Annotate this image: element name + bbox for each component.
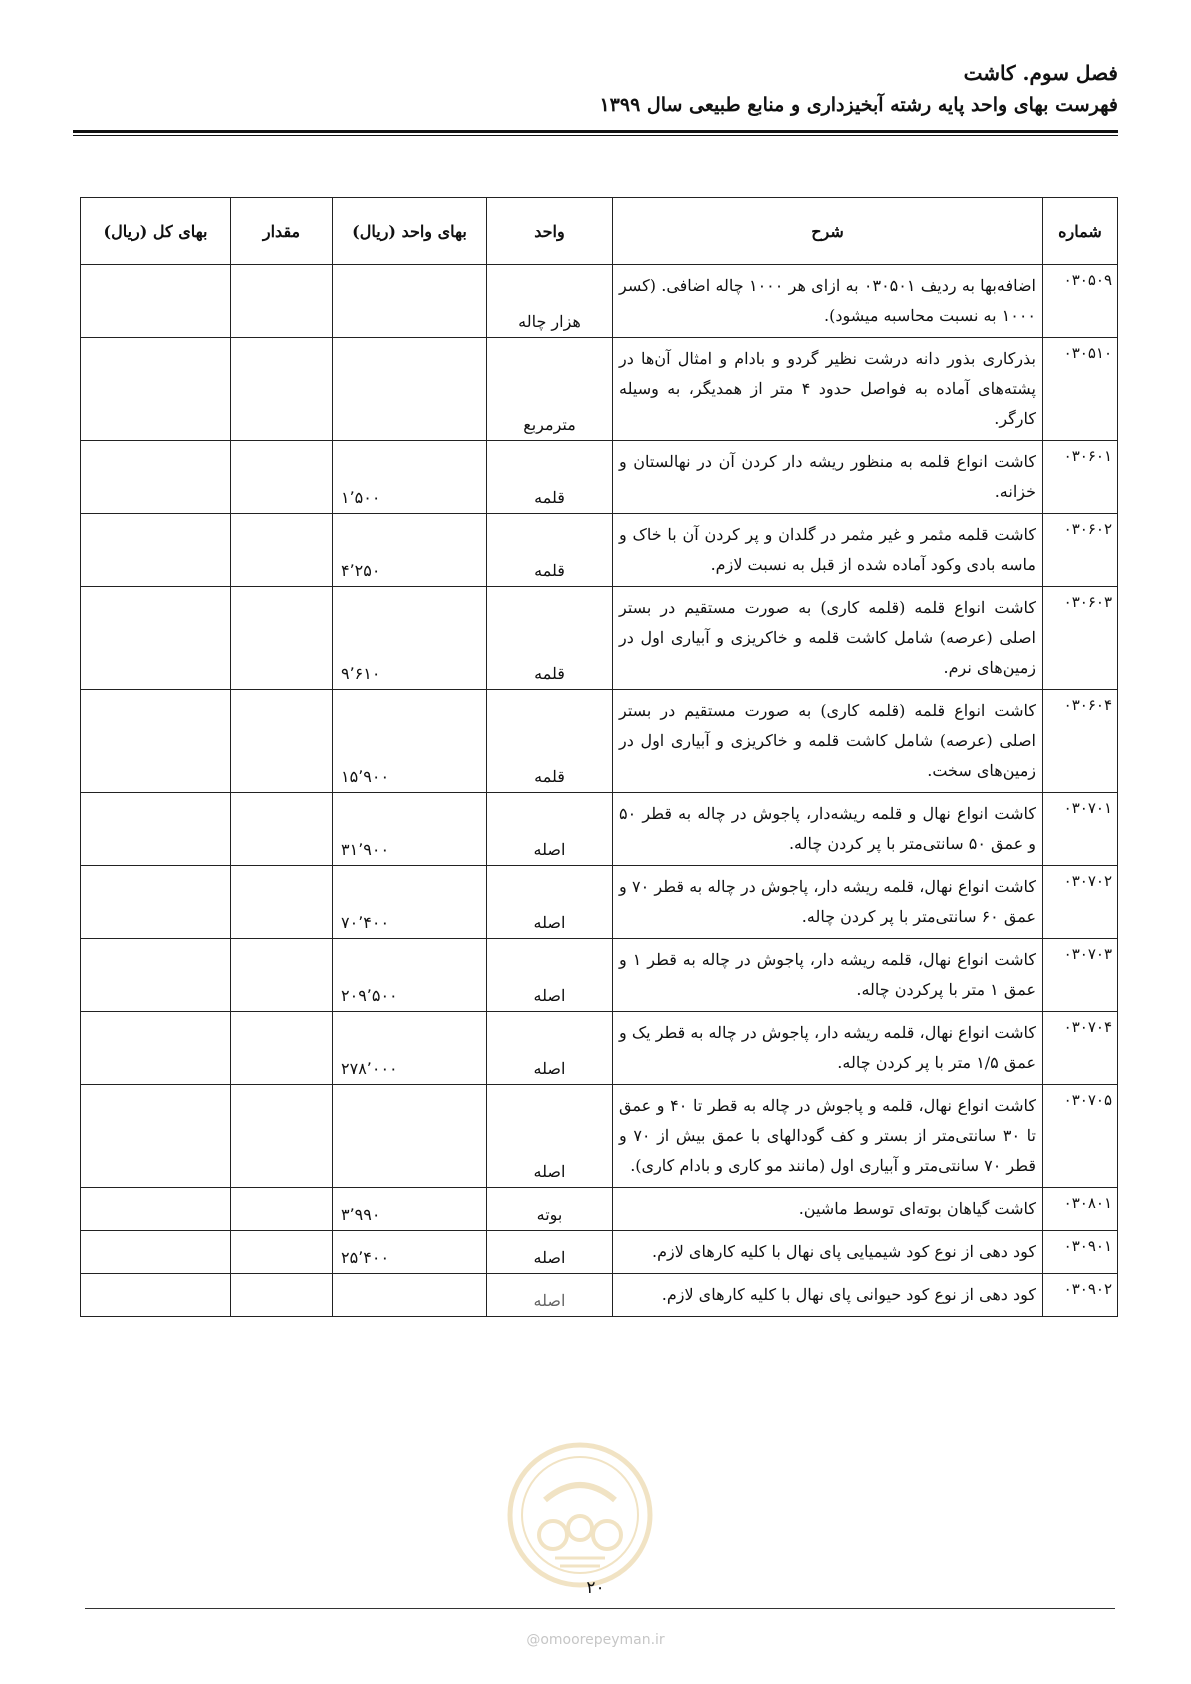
publisher-seal-watermark: [505, 1440, 655, 1590]
item-unit-price: ۲۷۸٬۰۰۰: [333, 1012, 487, 1085]
item-total-price: [81, 1274, 231, 1317]
item-total-price: [81, 690, 231, 793]
item-total-price: [81, 793, 231, 866]
footer-rule: [85, 1608, 1115, 1609]
table-row: [81, 265, 1118, 338]
item-unit: مترمربع: [487, 338, 613, 441]
table-row: [81, 1085, 1118, 1188]
item-quantity: [231, 1012, 333, 1085]
item-number: ۰۳۰۵۰۹: [1043, 265, 1118, 338]
item-number: ۰۳۰۷۰۴: [1043, 1012, 1118, 1085]
item-description: بذرکاری بذور دانه درشت نظیر گردو و بادام و امثال آن‌ها در پشته‌های آماده به فواصل حدود ۴ متر از همدیگر، به وسیله کارگر.: [613, 338, 1043, 441]
item-number: ۰۳۰۷۰۳: [1043, 939, 1118, 1012]
item-unit: اصله: [487, 1012, 613, 1085]
item-unit: اصله: [487, 1085, 613, 1188]
item-description: کاشت انواع نهال، قلمه و پاجوش در چاله به قطر تا ۴۰ و عمق تا ۳۰ سانتی‌متر از بستر و کف گودالهای با عمق بیش از ۷۰ و قطر ۷۰ سانتی‌متر و آبیاری اول (مانند مو کاری و بادام کاری).: [613, 1085, 1043, 1188]
item-number: ۰۳۰۹۰۲: [1043, 1274, 1118, 1317]
col-header-total-price: بهای کل (ریال): [81, 198, 231, 265]
table-row: [81, 587, 1118, 690]
document-subtitle: فهرست بهای واحد پایه رشته آبخیزداری و منابع طبیعی سال ۱۳۹۹: [599, 94, 1118, 116]
item-number: ۰۳۰۷۰۵: [1043, 1085, 1118, 1188]
col-header-number: شماره: [1043, 198, 1118, 265]
table-row: [81, 793, 1118, 866]
item-number: ۰۳۰۶۰۲: [1043, 514, 1118, 587]
item-unit: اصله: [487, 1231, 613, 1274]
item-description: کاشت انواع نهال و قلمه ریشه‌دار، پاجوش در چاله به قطر ۵۰ و عمق ۵۰ سانتی‌متر با پر کردن چاله.: [613, 793, 1043, 866]
page-number: ۲۰: [586, 1578, 605, 1598]
table-row: [81, 939, 1118, 1012]
chapter-title: فصل سوم. کاشت: [963, 61, 1118, 85]
item-quantity: [231, 1274, 333, 1317]
item-unit-price: [333, 1085, 487, 1188]
item-description: کود دهی از نوع کود شیمیایی پای نهال با کلیه کارهای لازم.: [613, 1231, 1043, 1274]
price-table-container: [80, 197, 1117, 1317]
item-description: کود دهی از نوع کود حیوانی پای نهال با کلیه کارهای لازم.: [613, 1274, 1043, 1317]
item-description: اضافه‌بها به ردیف ۰۳۰۵۰۱ به ازای هر ۱۰۰۰ چاله اضافی. (کسر ۱۰۰۰ به نسبت محاسبه میشود).: [613, 265, 1043, 338]
item-unit-price: [333, 1274, 487, 1317]
item-unit: قلمه: [487, 514, 613, 587]
item-total-price: [81, 265, 231, 338]
table-row: [81, 1274, 1118, 1317]
item-description: کاشت گیاهان بوته‌ای توسط ماشین.: [613, 1188, 1043, 1231]
item-description: کاشت قلمه مثمر و غیر مثمر در گلدان و پر کردن آن با خاک و ماسه بادی وکود آماده شده از قبل به نسبت لازم.: [613, 514, 1043, 587]
item-unit: بوته: [487, 1188, 613, 1231]
item-total-price: [81, 587, 231, 690]
item-quantity: [231, 939, 333, 1012]
item-description: کاشت انواع قلمه (قلمه کاری) به صورت مستقیم در بستر اصلی (عرصه) شامل کاشت قلمه و خاکریزی و آبیاری اول در زمین‌های سخت.: [613, 690, 1043, 793]
item-number: ۰۳۰۶۰۱: [1043, 441, 1118, 514]
item-unit: قلمه: [487, 587, 613, 690]
item-unit-price: ۴٬۲۵۰: [333, 514, 487, 587]
item-unit: هزار چاله: [487, 265, 613, 338]
header-rule-thin: [73, 135, 1118, 136]
item-total-price: [81, 1012, 231, 1085]
item-description: کاشت انواع قلمه به منظور ریشه دار کردن آن در نهالستان و خزانه.: [613, 441, 1043, 514]
item-quantity: [231, 1231, 333, 1274]
item-unit-price: ۲۰۹٬۵۰۰: [333, 939, 487, 1012]
item-unit: اصله: [487, 939, 613, 1012]
table-row: [81, 1012, 1118, 1085]
item-number: ۰۳۰۵۱۰: [1043, 338, 1118, 441]
item-number: ۰۳۰۹۰۱: [1043, 1231, 1118, 1274]
item-quantity: [231, 338, 333, 441]
table-row: [81, 338, 1118, 441]
item-quantity: [231, 441, 333, 514]
item-unit-price: [333, 265, 487, 338]
item-description: کاشت انواع قلمه (قلمه کاری) به صورت مستقیم در بستر اصلی (عرصه) شامل کاشت قلمه و خاکریزی و آبیاری اول در زمین‌های نرم.: [613, 587, 1043, 690]
item-total-price: [81, 939, 231, 1012]
item-unit-price: ۳٬۹۹۰: [333, 1188, 487, 1231]
item-unit-price: ۲۵٬۴۰۰: [333, 1231, 487, 1274]
table-row: [81, 514, 1118, 587]
item-number: ۰۳۰۸۰۱: [1043, 1188, 1118, 1231]
item-quantity: [231, 690, 333, 793]
item-unit: اصله: [487, 793, 613, 866]
item-unit-price: ۳۱٬۹۰۰: [333, 793, 487, 866]
item-unit-price: [333, 338, 487, 441]
page-header: [68, 58, 1118, 120]
item-unit-price: ۷۰٬۴۰۰: [333, 866, 487, 939]
table-row: [81, 1188, 1118, 1231]
item-quantity: [231, 1188, 333, 1231]
item-description: کاشت انواع نهال، قلمه ریشه دار، پاجوش در چاله به قطر ۷۰ و عمق ۶۰ سانتی‌متر با پر کردن چاله.: [613, 866, 1043, 939]
price-table: [80, 197, 1118, 1317]
item-number: ۰۳۰۶۰۴: [1043, 690, 1118, 793]
item-total-price: [81, 1231, 231, 1274]
item-quantity: [231, 866, 333, 939]
item-description: کاشت انواع نهال، قلمه ریشه دار، پاجوش در چاله به قطر یک و عمق ۱/۵ متر با پر کردن چاله.: [613, 1012, 1043, 1085]
item-total-price: [81, 1188, 231, 1231]
item-number: ۰۳۰۶۰۳: [1043, 587, 1118, 690]
item-unit-price: ۱٬۵۰۰: [333, 441, 487, 514]
item-unit: قلمه: [487, 441, 613, 514]
col-header-unit: واحد: [487, 198, 613, 265]
item-total-price: [81, 441, 231, 514]
item-total-price: [81, 866, 231, 939]
item-total-price: [81, 338, 231, 441]
site-url: @omoorepeyman.ir: [526, 1632, 665, 1648]
item-description: کاشت انواع نهال، قلمه ریشه دار، پاجوش در چاله به قطر ۱ و عمق ۱ متر با پرکردن چاله.: [613, 939, 1043, 1012]
item-number: ۰۳۰۷۰۲: [1043, 866, 1118, 939]
item-quantity: [231, 587, 333, 690]
item-unit-price: ۹٬۶۱۰: [333, 587, 487, 690]
item-number: ۰۳۰۷۰۱: [1043, 793, 1118, 866]
table-header-row: [81, 198, 1118, 265]
item-total-price: [81, 1085, 231, 1188]
item-unit: اصله: [487, 1274, 613, 1317]
table-row: [81, 866, 1118, 939]
item-quantity: [231, 514, 333, 587]
table-row: [81, 1231, 1118, 1274]
item-quantity: [231, 1085, 333, 1188]
header-rule-thick: [73, 130, 1118, 133]
table-row: [81, 690, 1118, 793]
item-unit: اصله: [487, 866, 613, 939]
item-total-price: [81, 514, 231, 587]
col-header-unit-price: بهای واحد (ریال): [333, 198, 487, 265]
col-header-description: شرح: [613, 198, 1043, 265]
item-quantity: [231, 793, 333, 866]
col-header-quantity: مقدار: [231, 198, 333, 265]
item-quantity: [231, 265, 333, 338]
item-unit-price: ۱۵٬۹۰۰: [333, 690, 487, 793]
table-row: [81, 441, 1118, 514]
item-unit: قلمه: [487, 690, 613, 793]
